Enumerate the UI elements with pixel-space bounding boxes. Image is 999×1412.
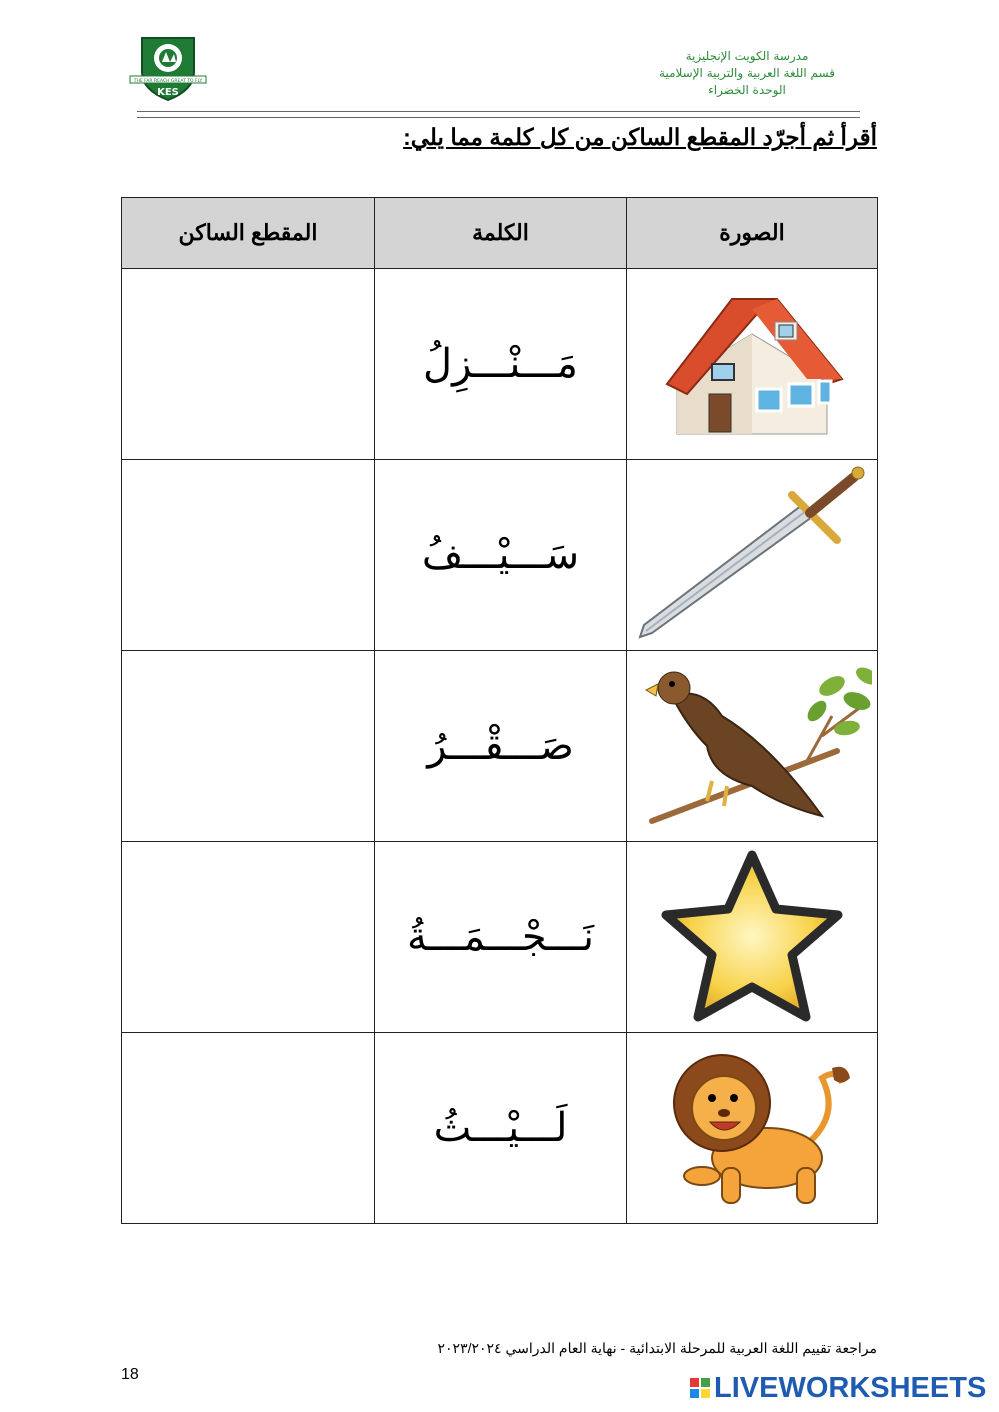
word-text: مَـــنْـــزِلُ <box>423 341 578 387</box>
answer-cell[interactable] <box>122 269 375 460</box>
school-logo <box>128 32 208 104</box>
brand-text: LIVEWORKSHEETS <box>714 1371 987 1404</box>
eagle-icon <box>632 656 872 836</box>
word-text: لَـــيْـــثُ <box>433 1105 568 1151</box>
header-answer: المقطع الساكن <box>122 198 375 269</box>
sword-icon <box>632 465 872 645</box>
worksheet-table <box>121 197 878 1224</box>
header-picture: الصورة <box>627 198 878 269</box>
school-header <box>617 48 877 99</box>
logo-motto: THE FAR REACH GREAT TO FLY <box>133 79 203 84</box>
answer-cell[interactable] <box>122 460 375 651</box>
table-row <box>122 1033 878 1224</box>
answer-cell[interactable] <box>122 1033 375 1224</box>
table-row <box>122 269 878 460</box>
instruction-text: أقرأ ثم أجرّد المقطع الساكن من كل كلمة مما يلي: <box>403 124 877 150</box>
table-row <box>122 460 878 651</box>
unit-name: الوحدة الخضراء <box>708 83 786 97</box>
word-cell <box>375 460 627 651</box>
page-number: 18 <box>121 1366 139 1383</box>
header-divider <box>137 111 860 118</box>
header-word: الكلمة <box>375 198 627 269</box>
answer-cell[interactable] <box>122 842 375 1033</box>
word-text: نَـــجْـــمَـــةُ <box>407 914 594 960</box>
logo-text: KES <box>157 87 179 98</box>
school-name: مدرسة الكويت الإنجليزية <box>685 49 809 63</box>
department-name: قسم اللغة العربية والتربية الإسلامية <box>659 66 835 80</box>
brand-logo-icon <box>690 1378 710 1398</box>
table-row <box>122 651 878 842</box>
footer-text: مراجعة تقييم اللغة العربية للمرحلة الابتدائية - نهاية العام الدراسي ٢٠٢٣/٢٠٢٤ <box>437 1340 877 1356</box>
lion-icon <box>652 1038 852 1218</box>
word-text: صَـــقْـــرُ <box>427 723 574 769</box>
word-cell <box>375 269 627 460</box>
word-cell <box>375 651 627 842</box>
liveworksheets-brand[interactable] <box>690 1372 986 1404</box>
word-text: سَـــيْـــفُ <box>421 532 580 578</box>
picture-cell <box>627 842 878 1033</box>
picture-cell <box>627 460 878 651</box>
picture-cell <box>627 269 878 460</box>
star-icon <box>652 847 852 1027</box>
table-header-row <box>122 198 878 269</box>
picture-cell <box>627 1033 878 1224</box>
table-row <box>122 842 878 1033</box>
word-cell <box>375 1033 627 1224</box>
picture-cell <box>627 651 878 842</box>
word-cell <box>375 842 627 1033</box>
house-icon <box>657 284 847 444</box>
answer-cell[interactable] <box>122 651 375 842</box>
